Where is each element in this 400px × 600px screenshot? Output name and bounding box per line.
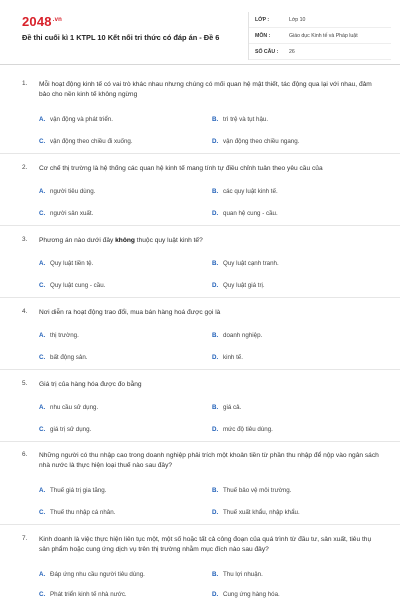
- option-letter: A.: [39, 188, 46, 195]
- question-text: Kinh doanh là việc thực hiện liên tục một, một số hoặc tất cả công đoạn của quá trình từ đầu tư, sản xuất, tiêu thụ sản phẩm hoặc cung ứng dịch vụ trên thị trường nhằm mục đích nào sau đây?: [39, 536, 372, 553]
- option-c[interactable]: [39, 591, 127, 598]
- option-letter: D.: [212, 591, 219, 598]
- question-text: Những người có thu nhập cao trong doanh nghiệp phải trích một khoản tiền từ phần thu nhập để nộp vào ngân sách nhà nước là thực hiện loại thuế nào sau đây?: [39, 452, 379, 469]
- option-a[interactable]: [39, 571, 145, 578]
- option-b[interactable]: [212, 571, 263, 578]
- option-letter: D.: [212, 354, 219, 361]
- option-text: Quy luật cung - cầu.: [50, 282, 106, 289]
- option-text: mức độ tiêu dùng.: [223, 426, 273, 433]
- option-text: bất động sản.: [50, 354, 88, 361]
- question-2: [0, 164, 400, 226]
- option-letter: C.: [39, 282, 46, 289]
- option-b[interactable]: [212, 404, 241, 411]
- question-5: [0, 380, 400, 442]
- question-number: 3.: [22, 236, 28, 243]
- question-text-part: thuộc quy luật kinh tế?: [134, 237, 203, 244]
- question-number: 5.: [22, 380, 28, 387]
- option-text: Thu lợi nhuận.: [223, 571, 263, 578]
- question-6: [0, 451, 400, 525]
- option-a[interactable]: [39, 332, 79, 339]
- meta-row-grade: [249, 12, 391, 28]
- option-letter: B.: [212, 332, 219, 339]
- option-text: Thuế thu nhập cá nhân.: [50, 509, 116, 516]
- option-letter: A.: [39, 332, 46, 339]
- option-letter: D.: [212, 210, 219, 217]
- option-text: Quy luật giá trị.: [223, 282, 265, 289]
- option-letter: A.: [39, 404, 46, 411]
- question-1: [0, 80, 400, 154]
- option-d[interactable]: [212, 354, 243, 361]
- option-letter: C.: [39, 354, 46, 361]
- question-3: [0, 236, 400, 298]
- option-letter: A.: [39, 260, 46, 267]
- option-c[interactable]: [39, 282, 105, 289]
- option-d[interactable]: [212, 138, 299, 145]
- option-text: Thuế bảo vệ môi trường.: [223, 487, 292, 494]
- option-d[interactable]: [212, 282, 265, 289]
- option-letter: C.: [39, 591, 46, 598]
- option-letter: D.: [212, 426, 219, 433]
- option-text: Phát triển kinh tế nhà nước.: [50, 591, 127, 598]
- meta-value: 26: [289, 48, 295, 55]
- meta-key: MÔN :: [255, 32, 271, 39]
- option-text: Cung ứng hàng hóa.: [223, 591, 280, 598]
- question-7: [0, 535, 400, 600]
- question-emphasis: không: [115, 237, 135, 244]
- page-header: [0, 0, 400, 65]
- option-letter: C.: [39, 210, 46, 217]
- option-letter: B.: [212, 260, 219, 267]
- option-text: vận động theo chiều đi xuống.: [50, 138, 133, 145]
- option-c[interactable]: [39, 210, 93, 217]
- option-letter: B.: [212, 116, 219, 123]
- option-letter: D.: [212, 282, 219, 289]
- option-d[interactable]: [212, 426, 273, 433]
- option-b[interactable]: [212, 188, 278, 195]
- option-text: Đáp ứng nhu cầu người tiêu dùng.: [50, 571, 145, 578]
- option-letter: D.: [212, 509, 219, 516]
- option-c[interactable]: [39, 354, 88, 361]
- meta-key: SỐ CÂU :: [255, 48, 279, 55]
- question-text: Mỗi hoạt động kinh tế có vai trò khác nhau nhưng chúng có mối quan hệ mật thiết, tác động qua lại với nhau, đảm bảo cho nền kinh tế không ngừng: [39, 81, 372, 98]
- meta-value: Lớp 10: [289, 16, 306, 23]
- option-text: kinh tế.: [223, 354, 243, 361]
- option-text: vận động theo chiều ngang.: [223, 138, 300, 145]
- option-c[interactable]: [39, 509, 115, 516]
- question-4: [0, 308, 400, 370]
- option-letter: C.: [39, 138, 46, 145]
- option-letter: B.: [212, 571, 219, 578]
- question-text: Cơ chế thị trường là hệ thống các quan hệ kinh tế mang tính tự điều chỉnh tuân theo yêu cầu của: [39, 165, 323, 172]
- option-letter: C.: [39, 509, 46, 516]
- question-number: 6.: [22, 451, 28, 458]
- option-text: giá cả.: [223, 404, 242, 411]
- option-text: quan hệ cung - cầu.: [223, 210, 278, 217]
- option-letter: A.: [39, 571, 46, 578]
- option-c[interactable]: [39, 426, 91, 433]
- question-number: 1.: [22, 80, 28, 87]
- option-letter: B.: [212, 487, 219, 494]
- option-letter: D.: [212, 138, 219, 145]
- option-text: doanh nghiệp.: [223, 332, 263, 339]
- option-text: Thuế giá trị gia tăng.: [50, 487, 107, 494]
- option-letter: B.: [212, 404, 219, 411]
- site-logo[interactable]: [22, 14, 62, 29]
- option-text: người tiêu dùng.: [50, 188, 96, 195]
- option-letter: A.: [39, 116, 46, 123]
- option-c[interactable]: [39, 138, 133, 145]
- option-a[interactable]: [39, 188, 95, 195]
- option-text: thị trường.: [50, 332, 79, 339]
- option-text: nhu cầu sử dụng.: [50, 404, 99, 411]
- question-text-part: Phương án nào dưới đây: [39, 237, 116, 244]
- meta-row-question-count: [249, 44, 391, 60]
- option-text: vận động và phát triển.: [50, 116, 113, 123]
- meta-row-subject: [249, 28, 391, 44]
- meta-value: Giáo dục Kinh tế và Pháp luật: [289, 32, 358, 39]
- option-text: Thuế xuất khẩu, nhập khẩu.: [223, 509, 300, 516]
- option-text: người sản xuất.: [50, 210, 94, 217]
- question-number: 4.: [22, 308, 28, 315]
- option-b[interactable]: [212, 487, 291, 494]
- question-text: [39, 236, 379, 246]
- meta-key: LỚP :: [255, 16, 270, 23]
- option-d[interactable]: [212, 210, 278, 217]
- exam-title: Đề thi cuối kì 1 KTPL 10 Kết nối tri thức có đáp án - Đề 6: [22, 33, 220, 42]
- question-text: Giá trị của hàng hóa được đo bằng: [39, 381, 142, 388]
- option-text: giá trị sử dụng.: [50, 426, 92, 433]
- logo-suffix: .vn: [52, 16, 63, 23]
- exam-meta-table: [248, 12, 391, 60]
- option-a[interactable]: [39, 116, 113, 123]
- option-letter: B.: [212, 188, 219, 195]
- option-d[interactable]: [212, 591, 280, 598]
- option-a[interactable]: [39, 404, 98, 411]
- option-b[interactable]: [212, 260, 279, 267]
- option-b[interactable]: [212, 116, 268, 123]
- option-text: Quy luật cạnh tranh.: [223, 260, 279, 267]
- option-letter: C.: [39, 426, 46, 433]
- option-a[interactable]: [39, 260, 93, 267]
- question-number: 7.: [22, 535, 28, 542]
- option-text: Quy luật tiền tệ.: [50, 260, 94, 267]
- option-b[interactable]: [212, 332, 262, 339]
- option-d[interactable]: [212, 509, 300, 516]
- option-text: trì trệ và tụt hậu.: [223, 116, 269, 123]
- question-number: 2.: [22, 164, 28, 171]
- question-text: Nơi diễn ra hoạt động trao đổi, mua bán hàng hoá được gọi là: [39, 309, 221, 316]
- option-letter: A.: [39, 487, 46, 494]
- option-a[interactable]: [39, 487, 106, 494]
- logo-text: 2048: [22, 14, 52, 29]
- option-text: các quy luật kinh tế.: [223, 188, 278, 195]
